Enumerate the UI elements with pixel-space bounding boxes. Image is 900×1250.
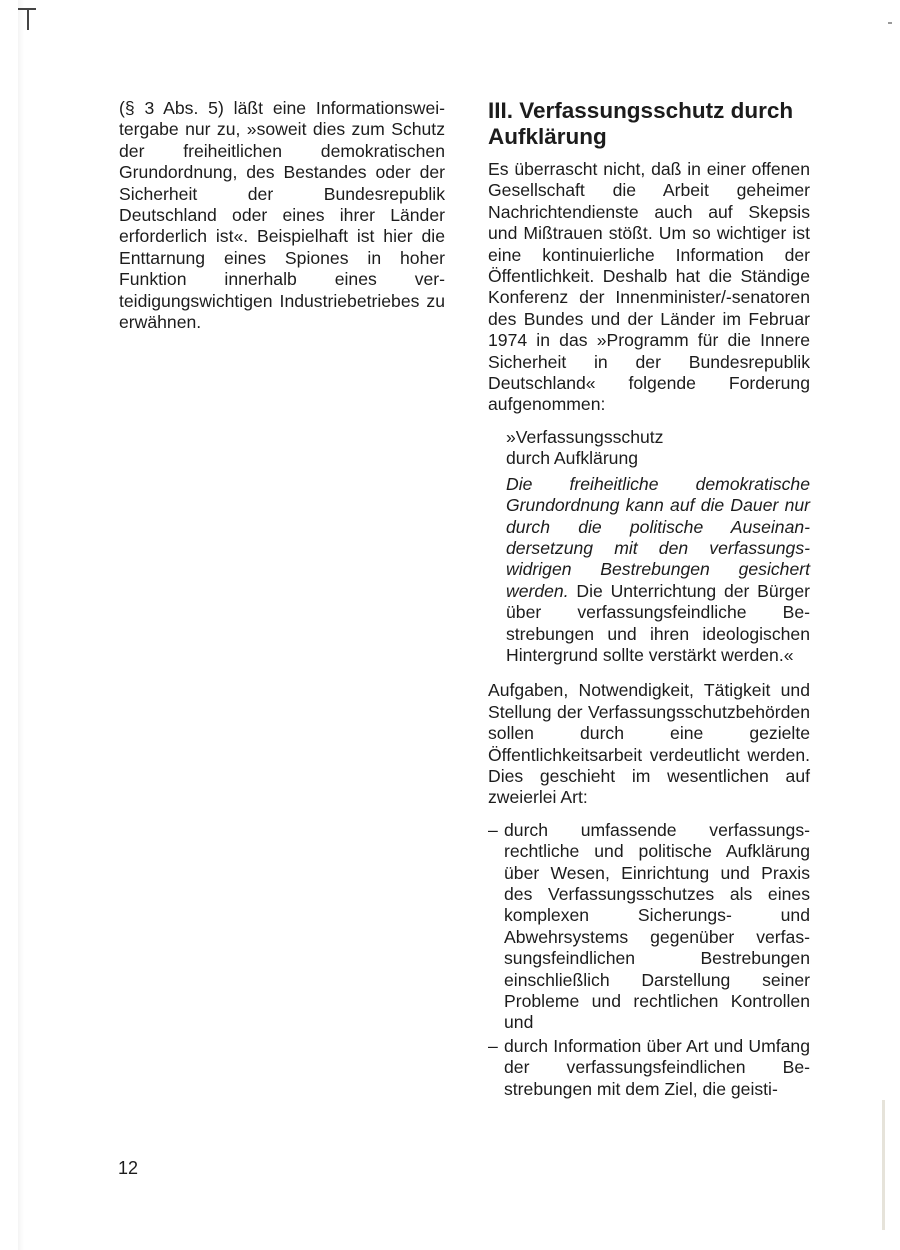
quote-title-line-2: durch Aufklärung [506, 448, 639, 469]
quote-title [506, 427, 810, 470]
quote-title-line-1: »Verfassungsschutz [506, 426, 664, 447]
page-number: 12 [118, 1158, 139, 1178]
list-item: – durch umfassende verfassungsrechtliche und politische Aufklärung über Wesen, Einrichtung und Praxis des Verfassungsschutzes als eines komplexen Sicherungs- und Abwehrsystems gegenüber verfassungsfeindlichen Bestrebungen einschließlich Darstellung seiner Probleme und rechtlichen Kontrollen und [488, 820, 810, 1034]
quote-italic-text: Die freiheitliche demokratische Grundordnung kann auf die Dauer nur durch die politische Auseinandersetzung mit den verfassungswidrigen Bestrebungen gesichert werden. [506, 473, 810, 601]
dash-list [488, 820, 810, 1100]
quote-body [506, 474, 810, 667]
scan-edge-left [18, 0, 24, 1250]
left-column [119, 98, 445, 333]
crop-mark-vertical [27, 8, 29, 30]
scan-edge-right [882, 1100, 885, 1230]
scan-speck [888, 22, 892, 24]
quote-normal-text: Die Unterrichtung der Bürger über verfassungsfeindliche Bestrebungen und ihren ideologischen Hintergrund sollte verstärkt werden.« [506, 580, 810, 665]
section-heading: III. Verfassungsschutz durch Aufklärung [488, 98, 794, 149]
intro-paragraph: Es überrascht nicht, daß in einer offenen Gesellschaft die Arbeit geheimer Nachrichtendienste auch auf Skepsis und Mißtrauen stößt. Um so wichtiger ist eine kontinuierliche Information der Öffentlichkeit. Deshalb hat die Ständige Konferenz der Innenminister/-senatoren des Bundes und der Länder im Februar 1974 in das »Programm für die Innere Sicherheit in der Bundesrepublik Deutschland« folgende Forderung aufgenommen: [488, 159, 810, 415]
body-paragraph: Aufgaben, Notwendigkeit, Tätigkeit und Stellung der Verfassungsschutzbehörden sollen durch eine gezielte Öffentlichkeitsarbeit verdeutlicht werden. Dies geschieht im wesentlichen auf zweierlei Art: [488, 680, 810, 808]
right-column [488, 98, 810, 1102]
list-item: – durch Information über Art und Umfang der verfassungsfeindlichen Bestrebungen mit dem Ziel, die geisti- [488, 1036, 810, 1100]
left-paragraph: (§ 3 Abs. 5) läßt eine Informationsweitergabe nur zu, »soweit dies zum Schutz der freiheitlichen demokratischen Grundordnung, des Bestandes oder der Sicherheit der Bundesrepublik Deutschland oder eines ihrer Länder erforderlich ist«. Beispielhaft ist hier die Enttarnung eines Spiones in hoher Funktion innerhalb eines verteidigungswichtigen Industriebetriebes zu erwähnen. [119, 98, 445, 333]
